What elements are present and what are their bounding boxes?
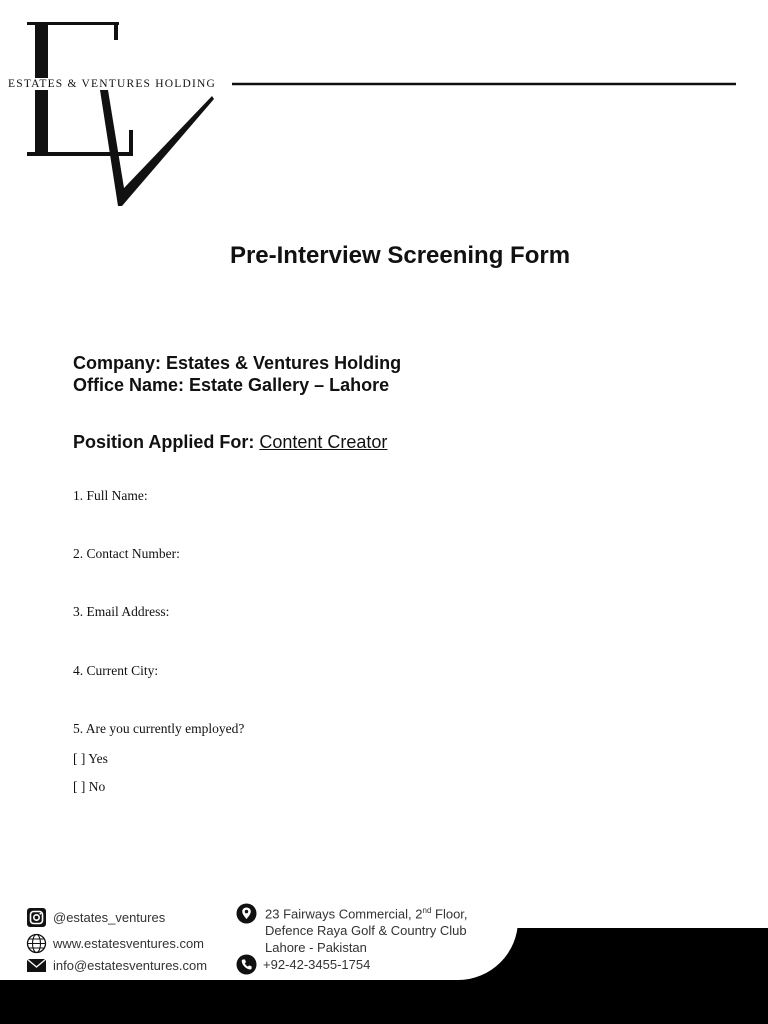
footer-address [265, 902, 468, 956]
footer-phone [236, 954, 370, 975]
address-line-3: Lahore - Pakistan [265, 940, 367, 956]
instagram-icon [26, 907, 47, 928]
question-employment: 5. Are you currently employed? [73, 721, 245, 736]
option-no: [ ] No [73, 779, 106, 794]
address-line-1: 23 Fairways Commercial, 2nd Floor, [265, 906, 468, 922]
envelope-icon [26, 955, 47, 976]
office-line: Office Name: Estate Gallery – Lahore [73, 375, 390, 395]
company-info [73, 352, 401, 396]
company-line: Company: Estates & Ventures Holding [73, 353, 402, 373]
question-current-city: 4. Current City: [73, 663, 159, 678]
phone-icon [236, 954, 257, 975]
footer-email [26, 955, 207, 976]
instagram-handle: @estates_ventures [53, 910, 166, 925]
ev-monogram [0, 0, 768, 220]
page-title: Pre-Interview Screening Form [229, 242, 571, 269]
website-url: www.estatesventures.com [53, 936, 205, 951]
question-email-address: 3. Email Address: [73, 604, 170, 619]
email-address: info@estatesventures.com [53, 958, 208, 973]
question-full-name: 1. Full Name: [73, 488, 148, 503]
globe-icon [26, 933, 47, 954]
footer-website [26, 933, 204, 954]
question-contact-number: 2. Contact Number: [73, 546, 180, 561]
option-yes: [ ] Yes [73, 751, 108, 766]
logo-tagline: ESTATES & VENTURES HOLDING [8, 78, 220, 90]
map-pin-icon [236, 903, 257, 924]
footer-instagram [26, 907, 165, 928]
footer-location-icon-wrap [236, 903, 263, 924]
position-applied [73, 431, 387, 453]
company-logo [0, 0, 768, 220]
address-line-2: Defence Raya Golf & Country Club [265, 923, 467, 939]
position-label: Position Applied For: [73, 432, 255, 452]
position-value: Content Creator [259, 432, 388, 452]
phone-number: +92-42-3455-1754 [263, 957, 371, 972]
